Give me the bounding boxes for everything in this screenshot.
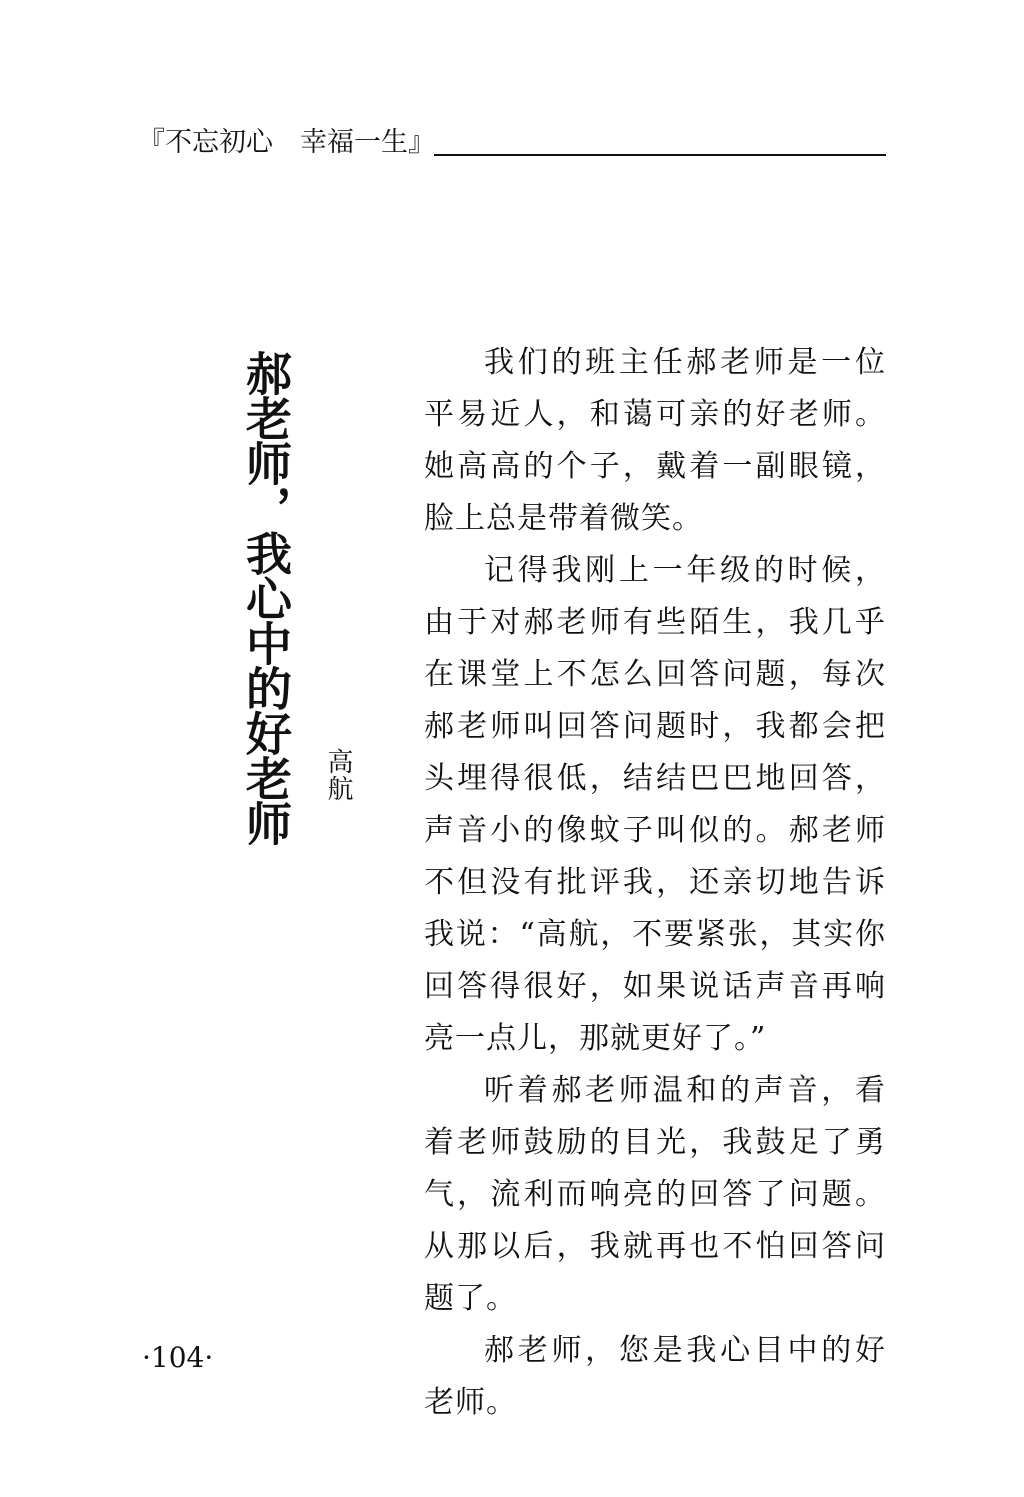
paragraph-3: 听着郝老师温和的声音，看着老师鼓励的目光，我鼓足了勇气，流利而响亮的回答了问题。从那以后，我就再也不怕回答问题了。 xyxy=(424,1073,886,1316)
running-header xyxy=(138,122,886,166)
header-rule xyxy=(434,154,886,156)
paragraph-2: 记得我刚上一年级的时候，由于对郝老师有些陌生，我几乎在课堂上不怎么回答问题，每次郝老师叫回答问题时，我都会把头埋得很低，结结巴巴地回答，声音小的像蚊子叫似的。郝老师不但没有批评我，还亲切地告诉我说：“高航，不要紧张，其实你回答得很好，如果说话声音再响亮一点儿，那就更好了。” xyxy=(424,553,886,1056)
article-title: 郝老师，我心中的好老师 xyxy=(239,350,293,845)
article-body xyxy=(424,337,886,1429)
article-author: 高航 xyxy=(323,748,353,802)
paragraph-4: 郝老师，您是我心目中的好老师。 xyxy=(424,1333,886,1420)
book-title: 『不忘初心 幸福一生』 xyxy=(138,127,435,158)
page-number: ·104· xyxy=(142,1341,214,1374)
paragraph-1: 我们的班主任郝老师是一位平易近人，和蔼可亲的好老师。她高高的个子，戴着一副眼镜，脸上总是带着微笑。 xyxy=(424,345,886,536)
